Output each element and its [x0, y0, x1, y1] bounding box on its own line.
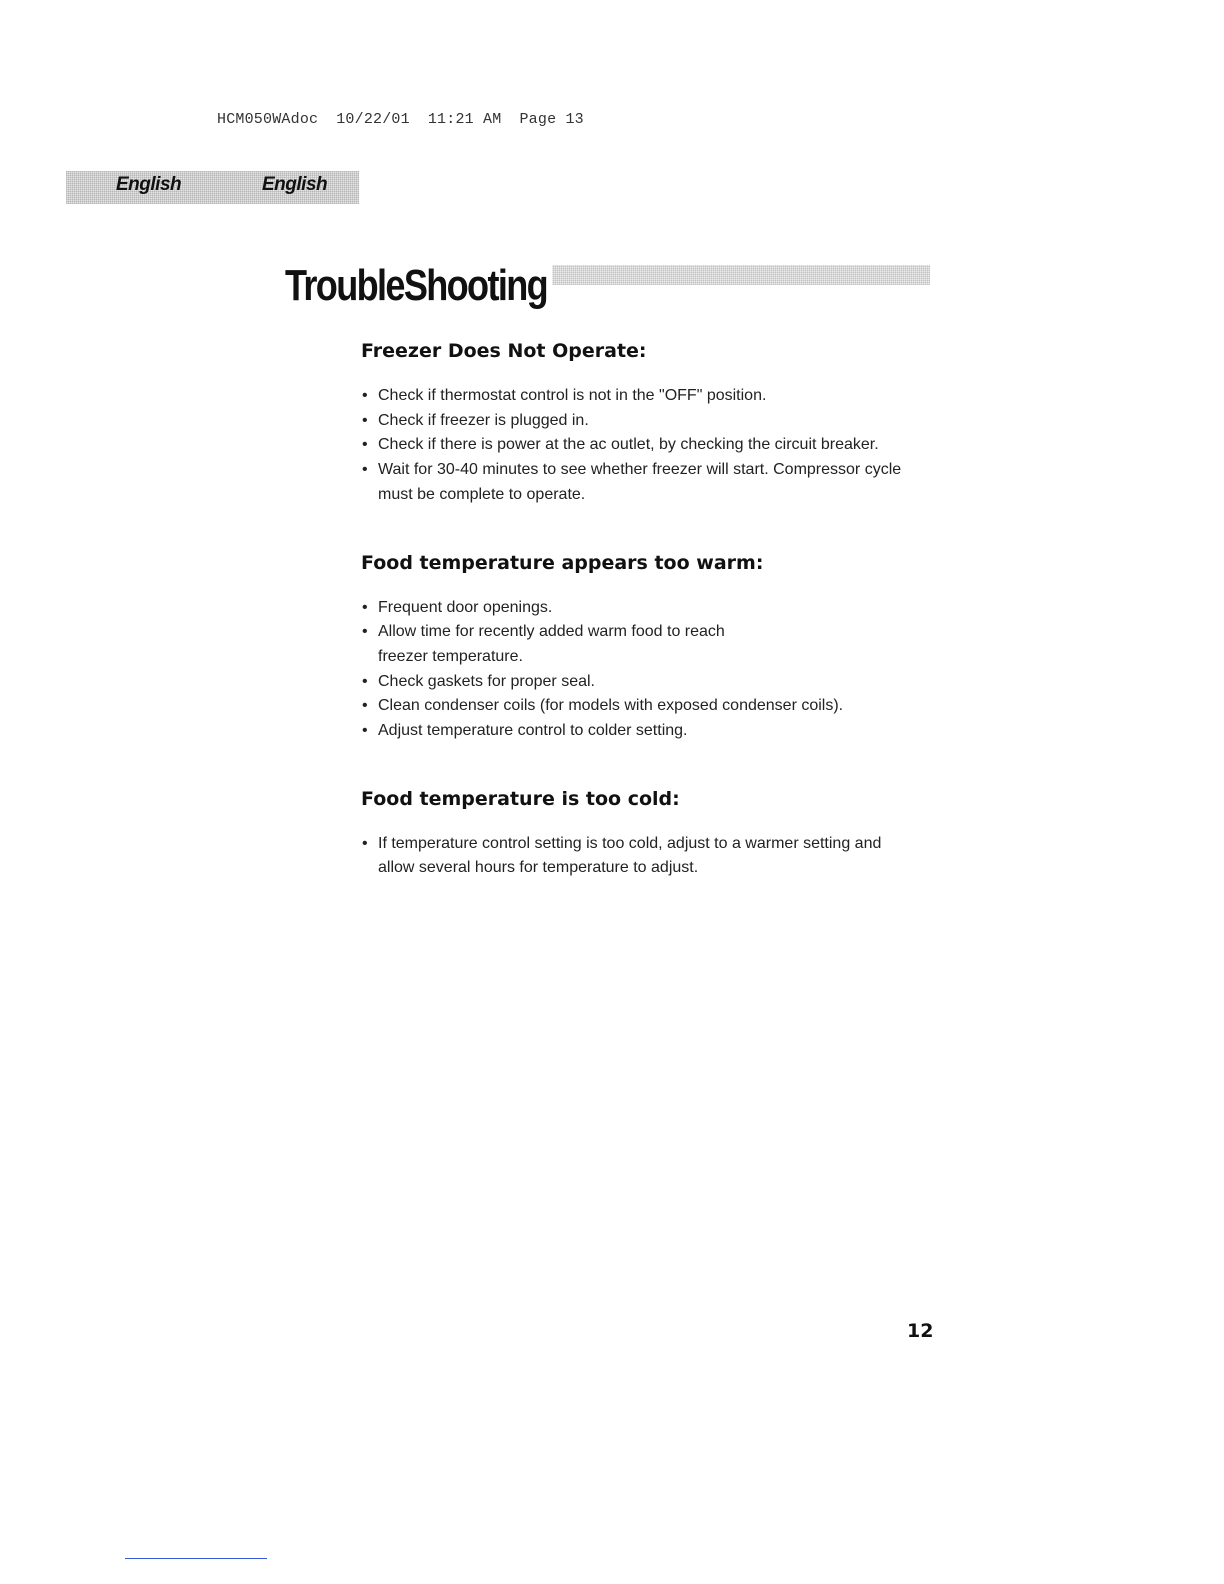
- list-item: • Clean condenser coils (for models with exposed condenser coils).: [361, 694, 961, 719]
- list-item: • Frequent door openings.: [361, 596, 961, 621]
- header-filename: HCM050WAdoc: [217, 111, 319, 128]
- section-food-too-cold: [361, 786, 961, 881]
- language-label: English: [116, 174, 182, 195]
- section-heading: Food temperature is too cold:: [361, 787, 680, 810]
- list-item: • Adjust temperature control to colder setting.: [361, 719, 961, 744]
- page-title: TroubleShooting: [285, 258, 552, 314]
- print-header: [217, 111, 602, 128]
- list-item: • Check if thermostat control is not in the "OFF" position.: [361, 384, 961, 409]
- header-date: 10/22/01: [336, 111, 410, 128]
- section-heading: Food temperature appears too warm:: [361, 551, 764, 574]
- list-item: • Allow time for recently added warm food to reach freezer temperature.: [361, 620, 778, 669]
- bullet-list: [361, 832, 961, 881]
- footer-rule: [125, 1558, 267, 1559]
- list-item: • Check if there is power at the ac outlet, by checking the circuit breaker.: [361, 433, 961, 458]
- section-freezer-does-not-operate: [361, 338, 961, 508]
- header-page-label: Page 13: [519, 111, 584, 128]
- list-item: • If temperature control setting is too cold, adjust to a warmer setting and allow several hours for temperature to adjust.: [361, 832, 898, 881]
- header-time: 11:21 AM: [427, 111, 502, 128]
- section-food-too-warm: [361, 550, 961, 744]
- bullet-list: [361, 384, 961, 508]
- section-heading: Freezer Does Not Operate:: [361, 340, 647, 362]
- page-number: 12: [907, 1320, 934, 1342]
- troubleshooting-content: [361, 338, 961, 881]
- list-item: • Check gaskets for proper seal.: [361, 670, 961, 695]
- list-item: • Wait for 30-40 minutes to see whether freezer will start. Compressor cycle must be complete to operate.: [361, 458, 903, 507]
- language-label: English: [262, 174, 328, 195]
- bullet-list: [361, 596, 961, 744]
- list-item: • Check if freezer is plugged in.: [361, 409, 961, 434]
